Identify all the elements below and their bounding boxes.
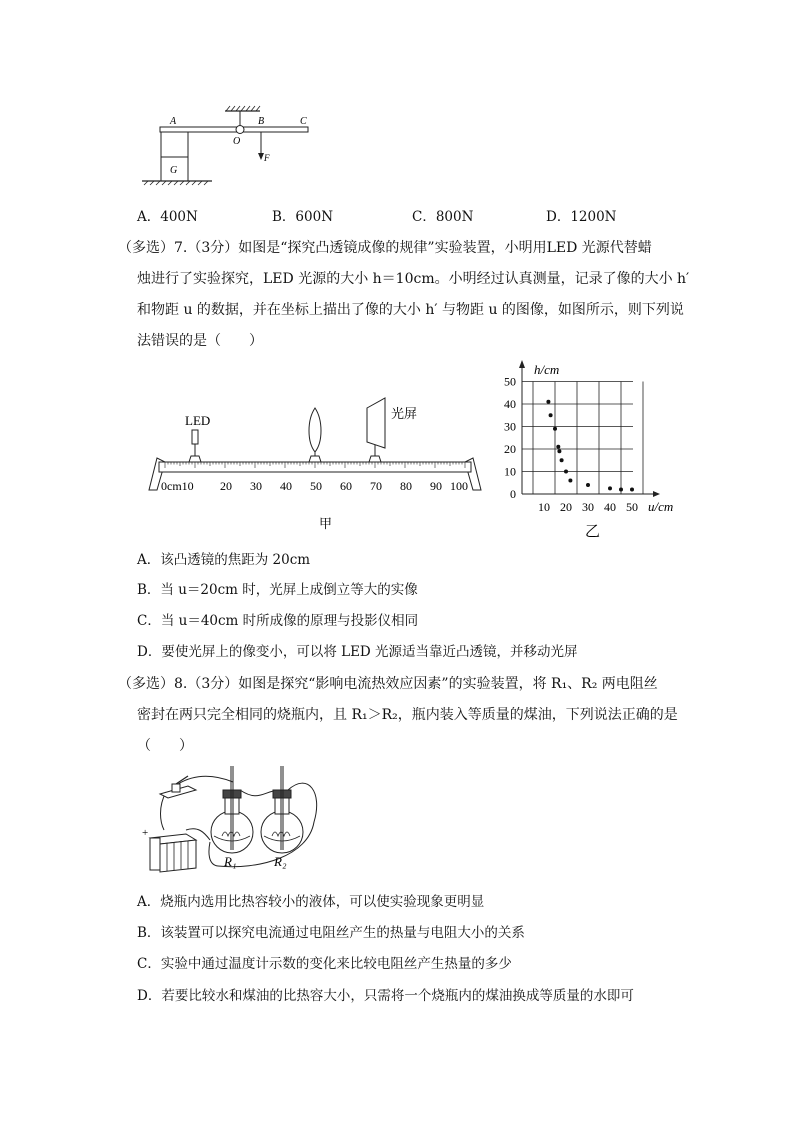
q8-option-c[interactable]: C．实验中通过温度计示数的变化来比较电阻丝产生热量的多少 [137,956,512,972]
q7-option-d[interactable]: D．要使光屏上的像变小，可以将 LED 光源适当靠近凸透镜，并移动光屏 [137,644,578,660]
q8-option-a[interactable]: A．烧瓶内选用比热容较小的液体，可以使实验现象更明显 [137,894,485,910]
scale-label-100: 100 [450,479,468,493]
q7-line-1: （多选）7.（3分）如图是“探究凸透镜成像的规律”实验装置，小明用LED 光源代替蜡 [118,240,652,256]
data-point [556,445,560,449]
data-point [608,486,612,490]
data-point [553,427,557,431]
h-u-graph [500,358,674,543]
screen-label: 光屏 [391,406,418,421]
q6-option-d[interactable]: D．1200N [546,209,617,225]
bench-caption: 甲 [319,516,333,531]
x-tick-label: 40 [604,500,616,514]
x-tick-label: 20 [560,500,572,514]
q8-line-2: 密封在两只完全相同的烧瓶内，且 R₁＞R₂，瓶内装入等质量的煤油，下列说法正确的是 [137,707,678,723]
q7-line-4: 法错误的是（ ） [137,333,263,349]
q8-line-3: （ ） [137,738,193,754]
led-label: LED [185,413,211,428]
circuit-diagram [138,762,328,882]
q8-line-1: （多选）8.（3分）如图是探究“影响电流热效应因素”的实验装置，将 R₁、R₂ 两电阻丝 [118,676,658,692]
y-tick-label: 10 [504,464,516,479]
data-point [546,400,550,404]
q7-option-b[interactable]: B．当 u＝20cm 时，光屏上成倒立等大的实像 [137,582,418,598]
label-r2: R₂ [274,854,287,869]
x-tick-label: 30 [582,500,594,514]
scale-label-90: 90 [430,479,442,493]
label-a: A [170,116,177,127]
scale-label-0: 0cm10 [161,479,194,493]
optical-bench-diagram [135,390,495,535]
data-point [549,413,553,417]
scale-label-50: 50 [310,479,322,493]
y-tick-label: 50 [504,374,516,389]
label-r1: R₁ [224,854,237,869]
scale-label-70: 70 [370,479,382,493]
data-point [564,470,568,474]
scale-label-80: 80 [400,479,412,493]
q6-option-a[interactable]: A．400N [137,209,198,225]
q7-option-a[interactable]: A．该凸透镜的焦距为 20cm [137,552,311,568]
y-tick-label: 20 [504,442,516,456]
q7-option-c[interactable]: C．当 u＝40cm 时所成像的原理与投影仪相同 [137,613,419,629]
scale-label-60: 60 [340,479,352,493]
data-point [560,458,564,462]
q6-option-c[interactable]: C．800N [412,209,474,225]
scale-label-30: 30 [250,479,262,493]
data-point [619,488,623,492]
label-b: B [258,116,265,127]
label-g: G [170,165,178,176]
y-tick-label: 0 [510,487,516,501]
q8-option-b[interactable]: B．该装置可以探究电流通过电阻丝产生的热量与电阻大小的关系 [137,925,525,941]
q8-option-d[interactable]: D．若要比较水和煤油的比热容大小，只需将一个烧瓶内的煤油换成等质量的水即可 [137,988,634,1004]
q7-line-3: 和物距 u 的数据，并在坐标上描出了像的大小 h′ 与物距 u 的图像，如图所示，则下列说 [137,302,684,318]
y-axis-label: h/cm [534,362,560,377]
plus-sign: + [142,827,149,839]
graph-grid [522,382,643,495]
data-point [568,479,572,483]
label-c: C [300,116,307,127]
label-f: F [264,153,270,163]
x-axis-label: u/cm [648,499,674,514]
data-point [630,488,634,492]
label-o: O [233,136,241,147]
y-tick-label: 40 [504,397,516,411]
x-tick-label: 50 [626,500,638,514]
x-tick-label: 10 [538,500,550,514]
scale-label-40: 40 [280,479,292,493]
data-point [586,483,590,487]
data-point [557,449,561,453]
q7-line-2: 烛进行了实验探究，LED 光源的大小 h＝10cm。小明经过认真测量，记录了像的大小 h′ [137,271,690,287]
y-tick-label: 30 [504,419,516,434]
q6-option-b[interactable]: B．600N [272,209,334,225]
graph-caption: 乙 [585,524,601,540]
lever-diagram [130,105,330,190]
scale-label-20: 20 [220,479,232,493]
